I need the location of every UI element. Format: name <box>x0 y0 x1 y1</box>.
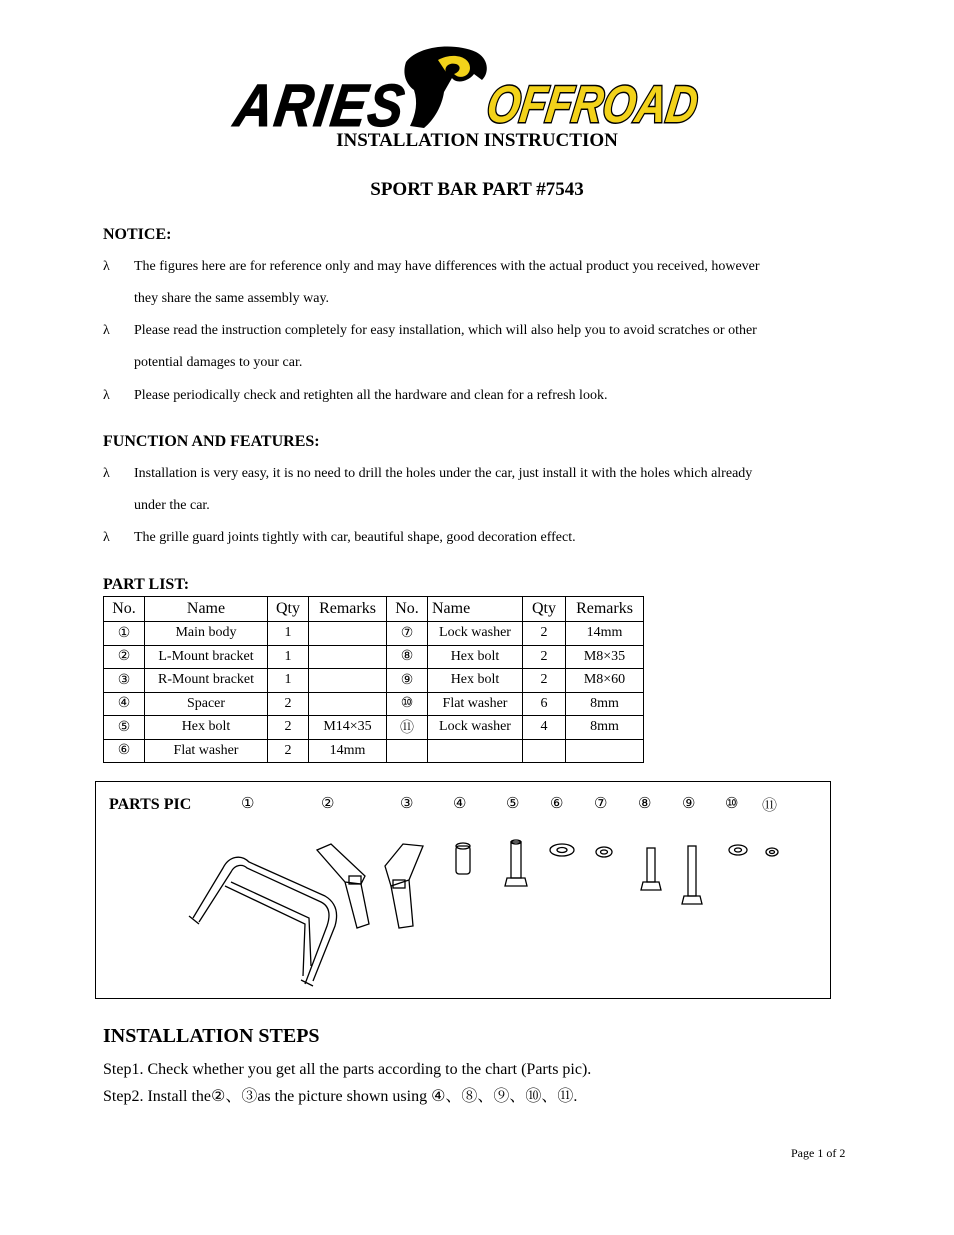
part-number-label: ⑧ <box>638 796 652 812</box>
table-cell: Hex bolt <box>428 645 523 669</box>
table-cell: Lock washer <box>428 622 523 646</box>
features-heading: FUNCTION AND FEATURES: <box>103 433 320 450</box>
aries-offroad-logo <box>230 44 749 139</box>
table-cell: ⑤ <box>104 716 145 740</box>
table-cell: 8mm <box>566 716 644 740</box>
table-cell: ⑩ <box>387 692 428 716</box>
part-list-table <box>103 596 644 763</box>
notice-item: λ The figures here are for reference only and may have differences with the actual product you received, however they share the same assembly way. <box>103 251 833 315</box>
bullet-icon: λ <box>103 323 110 338</box>
page-number: Page 1 of 2 <box>791 1146 846 1160</box>
bullet-icon: λ <box>103 259 110 274</box>
l-mount-bracket-drawing <box>317 844 369 928</box>
logo-offroad: OFFROAD <box>483 76 749 134</box>
table-cell <box>309 692 387 716</box>
table-cell: 1 <box>268 669 309 693</box>
hex-bolt-14-drawing <box>505 840 527 886</box>
table-cell: 2 <box>523 645 566 669</box>
table-cell: ① <box>104 622 145 646</box>
parts-pic-label: PARTS PIC <box>109 796 192 813</box>
part-number-label: ① <box>241 796 255 812</box>
table-cell: Flat washer <box>145 739 268 763</box>
table-cell <box>523 739 566 763</box>
table-cell: ⑪ <box>387 716 428 740</box>
table-cell: 2 <box>523 622 566 646</box>
column-header: No. <box>387 597 428 622</box>
table-cell: ⑦ <box>387 622 428 646</box>
table-row <box>104 669 644 693</box>
column-header: Qty <box>268 597 309 622</box>
column-header: Qty <box>523 597 566 622</box>
table-cell: ⑨ <box>387 669 428 693</box>
table-cell <box>428 739 523 763</box>
hex-bolt-m8-60-drawing <box>682 846 702 904</box>
column-header: Name <box>145 597 268 622</box>
table-cell: 1 <box>268 645 309 669</box>
table-cell: Main body <box>145 622 268 646</box>
table-row <box>104 622 644 646</box>
flat-washer-8-drawing <box>729 845 747 855</box>
bullet-icon: λ <box>103 388 110 403</box>
part-number-label: ⑨ <box>682 796 696 812</box>
logo-aries: ARIES <box>230 71 434 139</box>
r-mount-bracket-drawing <box>385 844 423 928</box>
table-cell <box>309 622 387 646</box>
lock-washer-14-drawing <box>596 847 612 857</box>
part-number-label: ⑪ <box>762 798 778 814</box>
step-2: Step2. Install the②、③as the picture shown using ④、⑧、⑨、⑩、⑪. <box>103 1088 578 1105</box>
feature-item: λ The grille guard joints tightly with car, beautiful shape, good decoration effect. <box>103 522 833 554</box>
table-cell: M8×60 <box>566 669 644 693</box>
table-cell: 14mm <box>309 739 387 763</box>
parts-illustration <box>185 836 795 991</box>
table-cell: Hex bolt <box>145 716 268 740</box>
ram-head-icon <box>404 47 486 128</box>
bullet-icon: λ <box>103 466 110 481</box>
part-number-label: ⑥ <box>550 796 564 812</box>
document-title: INSTALLATION INSTRUCTION <box>336 130 618 151</box>
table-cell: 14mm <box>566 622 644 646</box>
table-cell: ③ <box>104 669 145 693</box>
main-body-drawing <box>189 857 337 986</box>
table-cell: Flat washer <box>428 692 523 716</box>
part-number-label: ⑦ <box>594 796 608 812</box>
column-header: Name <box>428 597 523 622</box>
table-cell: 2 <box>268 739 309 763</box>
part-number-label: ⑩ <box>725 796 739 812</box>
spacer-drawing <box>456 843 470 874</box>
table-cell: 2 <box>268 692 309 716</box>
part-list-heading: PART LIST: <box>103 576 190 593</box>
part-number-label: ④ <box>453 796 467 812</box>
table-cell: L-Mount bracket <box>145 645 268 669</box>
bullet-icon: λ <box>103 530 110 545</box>
table-cell: 6 <box>523 692 566 716</box>
notice-item: λ Please read the instruction completely for easy installation, which will also help you to avoid scratches or other potential damages to your car. <box>103 315 833 379</box>
table-cell: 2 <box>268 716 309 740</box>
table-cell: ④ <box>104 692 145 716</box>
table-header-row <box>104 597 644 622</box>
table-cell: ② <box>104 645 145 669</box>
installation-steps-heading: INSTALLATION STEPS <box>103 1025 320 1047</box>
table-cell <box>566 739 644 763</box>
table-cell: R-Mount bracket <box>145 669 268 693</box>
table-cell: Lock washer <box>428 716 523 740</box>
lock-washer-8-drawing <box>766 848 778 856</box>
table-row <box>104 692 644 716</box>
table-cell: 2 <box>523 669 566 693</box>
notice-heading: NOTICE: <box>103 226 172 243</box>
table-row <box>104 739 644 763</box>
table-cell: ⑧ <box>387 645 428 669</box>
feature-item: λ Installation is very easy, it is no need to drill the holes under the car, just install it with the holes which already under the car. <box>103 458 833 522</box>
table-cell: 8mm <box>566 692 644 716</box>
table-cell: M8×35 <box>566 645 644 669</box>
notice-item: λ Please periodically check and retighten all the hardware and clean for a refresh look. <box>103 380 833 412</box>
flat-washer-14-drawing <box>550 844 574 856</box>
part-number-label: ② <box>321 796 335 812</box>
table-row <box>104 645 644 669</box>
column-header: Remarks <box>566 597 644 622</box>
table-cell <box>309 645 387 669</box>
table-cell: ⑥ <box>104 739 145 763</box>
table-cell: Spacer <box>145 692 268 716</box>
table-cell: M14×35 <box>309 716 387 740</box>
part-title: SPORT BAR PART #7543 <box>370 179 584 200</box>
table-cell <box>309 669 387 693</box>
table-cell: 1 <box>268 622 309 646</box>
column-header: Remarks <box>309 597 387 622</box>
table-row <box>104 716 644 740</box>
column-header: No. <box>104 597 145 622</box>
step-1: Step1. Check whether you get all the parts according to the chart (Parts pic). <box>103 1061 592 1078</box>
part-number-label: ⑤ <box>506 796 520 812</box>
table-cell <box>387 739 428 763</box>
table-cell: Hex bolt <box>428 669 523 693</box>
hex-bolt-m8-35-drawing <box>641 848 661 890</box>
part-number-label: ③ <box>400 796 414 812</box>
table-cell: 4 <box>523 716 566 740</box>
